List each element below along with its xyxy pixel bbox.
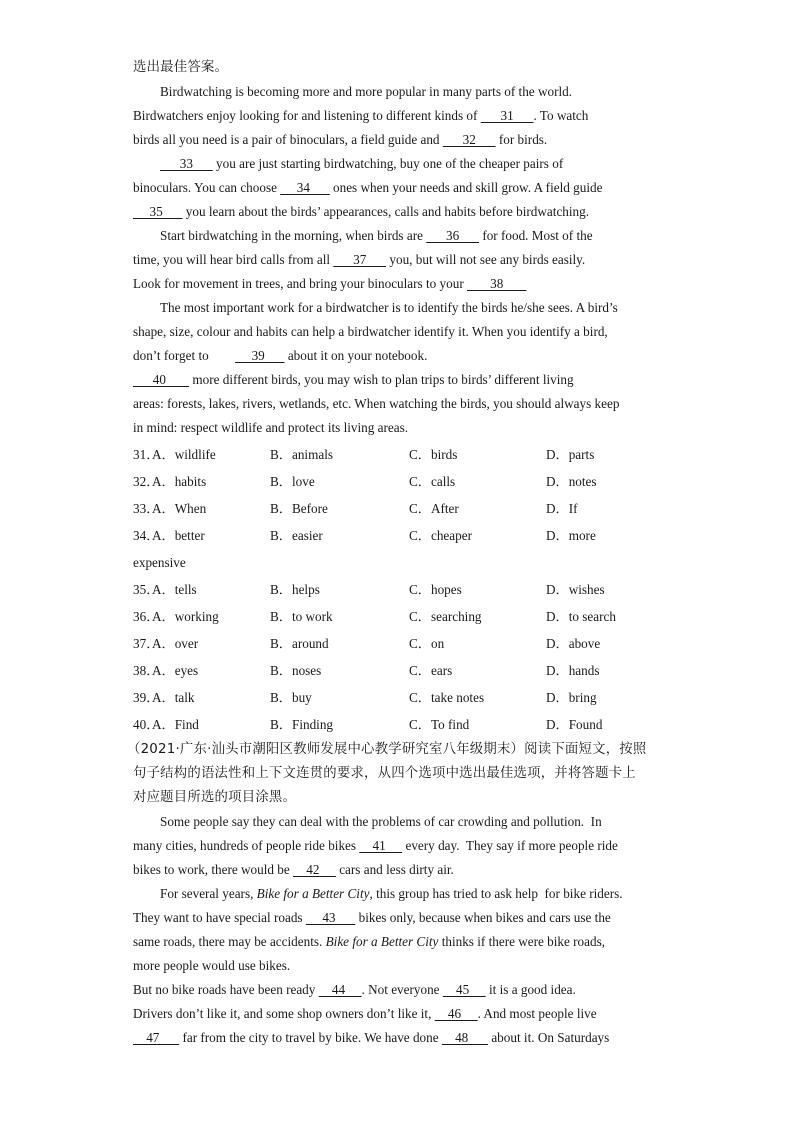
option-d[interactable]: D．parts (546, 447, 595, 462)
text: many cities, hundreds of people ride bikes (133, 838, 360, 853)
passage2-line (133, 810, 663, 834)
blank-38: 38 (467, 276, 527, 291)
text: birds all you need is a pair of binoculars, a field guide and (133, 132, 443, 147)
option-b[interactable]: B．easier (270, 528, 323, 543)
blank-46: 46 (434, 1006, 478, 1021)
blank-47: 47 (133, 1030, 180, 1045)
option-34-wrap (133, 549, 663, 576)
option-c[interactable]: C．ears (409, 663, 453, 678)
blank-43: 43 (305, 910, 356, 925)
option-c[interactable]: C．After (409, 501, 459, 516)
option-row-34 (133, 522, 663, 549)
blank-44: 44 (318, 982, 362, 997)
option-d[interactable]: D．hands (546, 663, 600, 678)
option-d[interactable]: D．notes (546, 474, 597, 489)
text: it is a good idea. (485, 982, 576, 997)
option-d[interactable]: D．Found (546, 717, 603, 732)
section2-header-line: 对应题目所选的项目涂黑。 (133, 790, 297, 805)
passage1-line (133, 80, 663, 104)
option-b[interactable]: B．around (270, 636, 329, 651)
blank-48: 48 (441, 1030, 489, 1045)
passage1-line (133, 248, 663, 272)
option-row-32 (133, 468, 663, 495)
text: more people would use bikes. (133, 958, 291, 973)
text: Birdwatchers enjoy looking for and listening to different kinds of (133, 108, 481, 123)
text: for food. Most of the (479, 228, 593, 243)
text: areas: forests, lakes, rivers, wetlands, etc. When watching the birds, you should always keep (133, 396, 620, 411)
blank-39: 39 (235, 348, 285, 363)
option-row-40 (133, 711, 663, 738)
option-b[interactable]: B．Before (270, 501, 328, 516)
passage2-line (133, 978, 663, 1002)
passage2-line (133, 954, 663, 978)
option-row-36 (133, 603, 663, 630)
passage1-line (133, 344, 663, 368)
text: Some people say they can deal with the problems of car crowding and pollution. In (160, 814, 602, 829)
option-c[interactable]: C．hopes (409, 582, 462, 597)
options-list (133, 441, 663, 738)
text: you are just starting birdwatching, buy one of the cheaper pairs of (212, 156, 564, 171)
option-b[interactable]: B．buy (270, 690, 312, 705)
option-d[interactable]: D．bring (546, 690, 597, 705)
option-b[interactable]: B．animals (270, 447, 334, 462)
blank-41: 41 (359, 838, 403, 853)
blank-40: 40 (133, 372, 190, 387)
option-a[interactable]: A．habits (152, 474, 207, 489)
option-c[interactable]: C．To find (409, 717, 470, 732)
option-a[interactable]: A．tells (152, 582, 197, 597)
blank-45: 45 (442, 982, 486, 997)
passage1-line (133, 176, 663, 200)
option-d[interactable]: D．to search (546, 609, 616, 624)
document-page (127, 56, 663, 1050)
section2-header-line: （2021·广东·汕头市潮阳区教师发展中心教学研究室八年级期末）阅读下面短文，按照 (127, 742, 647, 757)
option-row-35 (133, 576, 663, 603)
text: more different birds, you may wish to plan trips to birds’ different living (189, 372, 574, 387)
text: about it on your notebook. (284, 348, 428, 363)
blank-32: 32 (442, 132, 496, 147)
blank-35: 35 (133, 204, 183, 219)
group-name: Bike for a Better City (325, 934, 439, 949)
passage1-line (133, 104, 663, 128)
passage1-line (133, 200, 663, 224)
passage2-line (133, 1026, 663, 1050)
text: thinks if there were bike roads, (438, 934, 606, 949)
question-number: 35． (133, 582, 160, 597)
text: binoculars. You can choose (133, 180, 281, 195)
text: you, but will not see any birds easily. (386, 252, 586, 267)
text: same roads, there may be accidents. (133, 934, 326, 949)
option-row-31 (133, 441, 663, 468)
question-number: 39． (133, 690, 160, 705)
passage2-line (133, 906, 663, 930)
option-row-37 (133, 630, 663, 657)
text: far from the city to travel by bike. We have done (179, 1030, 442, 1045)
option-d-continued: expensive (133, 555, 186, 570)
option-a[interactable]: A．talk (152, 690, 195, 705)
text: you learn about the birds’ appearances, calls and habits before birdwatching. (182, 204, 590, 219)
passage1-line (133, 296, 663, 320)
option-c[interactable]: C．cheaper (409, 528, 472, 543)
passage2-line (133, 882, 663, 906)
blank-37: 37 (333, 252, 387, 267)
option-a[interactable]: A．working (152, 609, 219, 624)
option-a[interactable]: A．Find (152, 717, 199, 732)
section-intro: 选出最佳答案。 (133, 60, 229, 75)
option-c[interactable]: C．birds (409, 447, 458, 462)
option-c[interactable]: C．calls (409, 474, 456, 489)
question-number: 32． (133, 474, 160, 489)
text: for birds. (495, 132, 548, 147)
text: Birdwatching is becoming more and more popular in many parts of the world. (160, 84, 573, 99)
passage2-line (133, 1002, 663, 1026)
passage1-line (133, 224, 663, 248)
option-a[interactable]: A．over (152, 636, 199, 651)
passage1-line (133, 368, 663, 392)
option-b[interactable]: B．love (270, 474, 315, 489)
text: cars and less dirty air. (335, 862, 454, 877)
option-row-33 (133, 495, 663, 522)
option-c[interactable]: C．on (409, 636, 445, 651)
passage1-line (133, 152, 663, 176)
text: . And most people live (477, 1006, 597, 1021)
question-number: 34． (133, 528, 160, 543)
passage1-line (133, 128, 663, 152)
option-d[interactable]: D．more (546, 528, 596, 543)
section2-header-line: 句子结构的语法性和上下文连贯的要求，从四个选项中选出最佳选项，并将答题卡上 (133, 766, 636, 781)
group-name: Bike for a Better City (256, 886, 370, 901)
text: in mind: respect wildlife and protect its living areas. (133, 420, 409, 435)
passage1-line (133, 272, 663, 296)
text: They want to have special roads (133, 910, 306, 925)
text: about it. On Saturdays (488, 1030, 610, 1045)
text: , this group has tried to ask help for bike riders. (369, 886, 623, 901)
text: time, you will hear bird calls from all (133, 252, 334, 267)
option-b[interactable]: B．to work (270, 609, 333, 624)
text: shape, size, colour and habits can help a birdwatcher identify it. When you identify a bird, (133, 324, 608, 339)
option-a[interactable]: A．When (152, 501, 207, 516)
option-b[interactable]: B．helps (270, 582, 320, 597)
option-c[interactable]: C．take notes (409, 690, 485, 705)
text: bikes only, because when bikes and cars use the (355, 910, 611, 925)
passage1-line (133, 320, 663, 344)
option-b[interactable]: B．noses (270, 663, 322, 678)
option-row-38 (133, 657, 663, 684)
question-number: 31． (133, 447, 160, 462)
text: For several years, (160, 886, 257, 901)
option-d[interactable]: D．above (546, 636, 601, 651)
text: . Not everyone (361, 982, 443, 997)
text: don’t forget to (133, 348, 236, 363)
blank-31: 31 (480, 108, 534, 123)
passage1-line (133, 392, 663, 416)
text: bikes to work, there would be (133, 862, 294, 877)
passage2-line (133, 834, 663, 858)
text: Start birdwatching in the morning, when birds are (160, 228, 427, 243)
blank-34: 34 (280, 180, 330, 195)
option-c[interactable]: C．searching (409, 609, 482, 624)
option-d[interactable]: D．If (546, 501, 578, 516)
passage2-line (133, 858, 663, 882)
question-number: 37． (133, 636, 160, 651)
text: Drivers don’t like it, and some shop owners don’t like it, (133, 1006, 435, 1021)
text: every day. They say if more people ride (402, 838, 618, 853)
question-number: 33． (133, 501, 160, 516)
option-row-39 (133, 684, 663, 711)
option-a[interactable]: A．better (152, 528, 205, 543)
text: ones when your needs and skill grow. A field guide (329, 180, 603, 195)
option-b[interactable]: B．Finding (270, 717, 334, 732)
passage2-line (133, 930, 663, 954)
passage1-line (133, 416, 663, 440)
text: . To watch (533, 108, 589, 123)
question-number: 38． (133, 663, 160, 678)
question-number: 40． (133, 717, 160, 732)
text: The most important work for a birdwatcher is to identify the birds he/she sees. A bird’s (160, 300, 618, 315)
blank-36: 36 (426, 228, 480, 243)
question-number: 36． (133, 609, 160, 624)
blank-42: 42 (293, 862, 336, 877)
blank-33: 33 (160, 156, 213, 171)
text: Look for movement in trees, and bring your binoculars to your (133, 276, 468, 291)
option-a[interactable]: A．wildlife (152, 447, 216, 462)
text: But no bike roads have been ready (133, 982, 319, 997)
option-a[interactable]: A．eyes (152, 663, 199, 678)
option-d[interactable]: D．wishes (546, 582, 605, 597)
